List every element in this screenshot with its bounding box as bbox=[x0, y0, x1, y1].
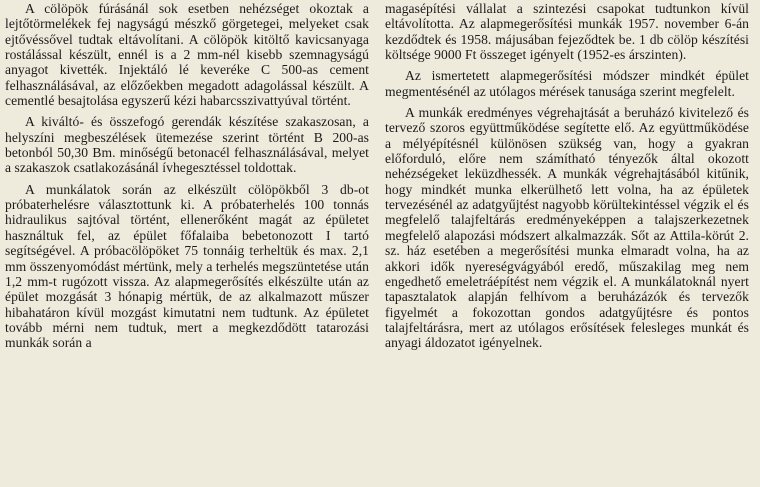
right-column bbox=[385, 1, 749, 487]
left-column bbox=[5, 1, 369, 487]
paragraph-load-test: A munkálatok során az elkészült cölöpökből 3 db-ot próbaterhelésre választottunk ki. A próbaterhelés 100 tonnás hidraulikus sajtóval történt, ellenerőként magát az épületet használtuk fel, az épület főfalaiba bebetonozott I tartó segítségével. A próbacölöpöket 75 tonnáig terheltük és max. 2,1 mm összenyomódást mértünk, mely a terhelés megszüntetése után 1,2 mm-t rugózott vissza. Az alapmegerősítés elkészülte után az épület mozgását 3 hónapig mértük, de az alkalmazott műszer hibahatáron kívül mozgást kimutatni nem tudtunk. Az épületet tovább mérni nem tudtuk, mert a megkezdődött tatarozási munkák során a bbox=[5, 181, 369, 351]
paragraph-drilling-grouting: A cölöpök fúrásánál sok esetben nehézséget okoztak a lejtőtörmelékek fej nagyságú mészkő görgetegei, melyeket csak ejtővéssővel tudtak eltávolítani. A cölöpök kitöltő kavicsanyaga rostálással készült, ennél is a 2 mm-nél kisebb szemnagyságú anyagot kivették. Injektáló lé keveréke C 500-as cement felhasználásával, az előzőekben megadott adagolással készült. A cementlé besajtolása egyszerű kézi habarcsszivattyúval történt. bbox=[5, 1, 369, 109]
paragraph-beams: A kiváltó- és összefogó gerendák készítése szakaszosan, a helyszíni megbeszélések ütemezése szerint történt B 200-as betonból 50,30 Bm. minőségű betonacél felhasználásával, melyet a szakaszok csatlakozásánál ívhegesztéssel toldottak. bbox=[5, 114, 369, 176]
paragraph-conclusion: A munkák eredményes végrehajtását a beruházó kivitelező és tervező szoros együttműködése segítette elő. Az együttműködése a mélyépítésnél különösen szükség van, hogy a gyakran előforduló, előre nem számítható tényezők által okozott nehézségeket leküzdhessék. A munkák végrehajtásából kitűnik, hogy mindkét munka elkerülhető lett volna, ha az épületek tervezésénél az adatgyűjtést nagyobb körültekintéssel végzik el és megfelelő talajfeltárás eredményeképpen a talajszerkezetnek megfelelő alapozási módszert alkalmazzák. Sőt az Attila-körút 2. sz. ház esetében a megerősítési munka elmaradt volna, ha az akkori idők nyereségvágyából eredő, műszakilag meg nem engedhető emeletráépítést nem végzik el. A munkálatoknál nyert tapasztalatok alapján felhívom a beruházázók és tervezők figyelmét a fokozottan gondos adatgyűjtésre és pontos talajfeltárásra, mert az utólagos erősítések felesleges munkát és anyagi áldozatot igényelnek. bbox=[385, 105, 749, 351]
paragraph-method-result: Az ismertetett alapmegerősítési módszer mindkét épület megmentésénél az utólagos mérések tanusága szerint megfelelt. bbox=[385, 68, 749, 99]
paragraph-schedule-cost: magasépítési vállalat a szintezési csapokat tudtunkon kívül eltávolította. Az alapmegerősítési munkák 1957. november 6-án kezdődtek és 1958. májusában fejeződtek be. 1 db cölöp készítési költsége 9000 Ft összeget igényelt (1952-es árszinten). bbox=[385, 1, 749, 63]
